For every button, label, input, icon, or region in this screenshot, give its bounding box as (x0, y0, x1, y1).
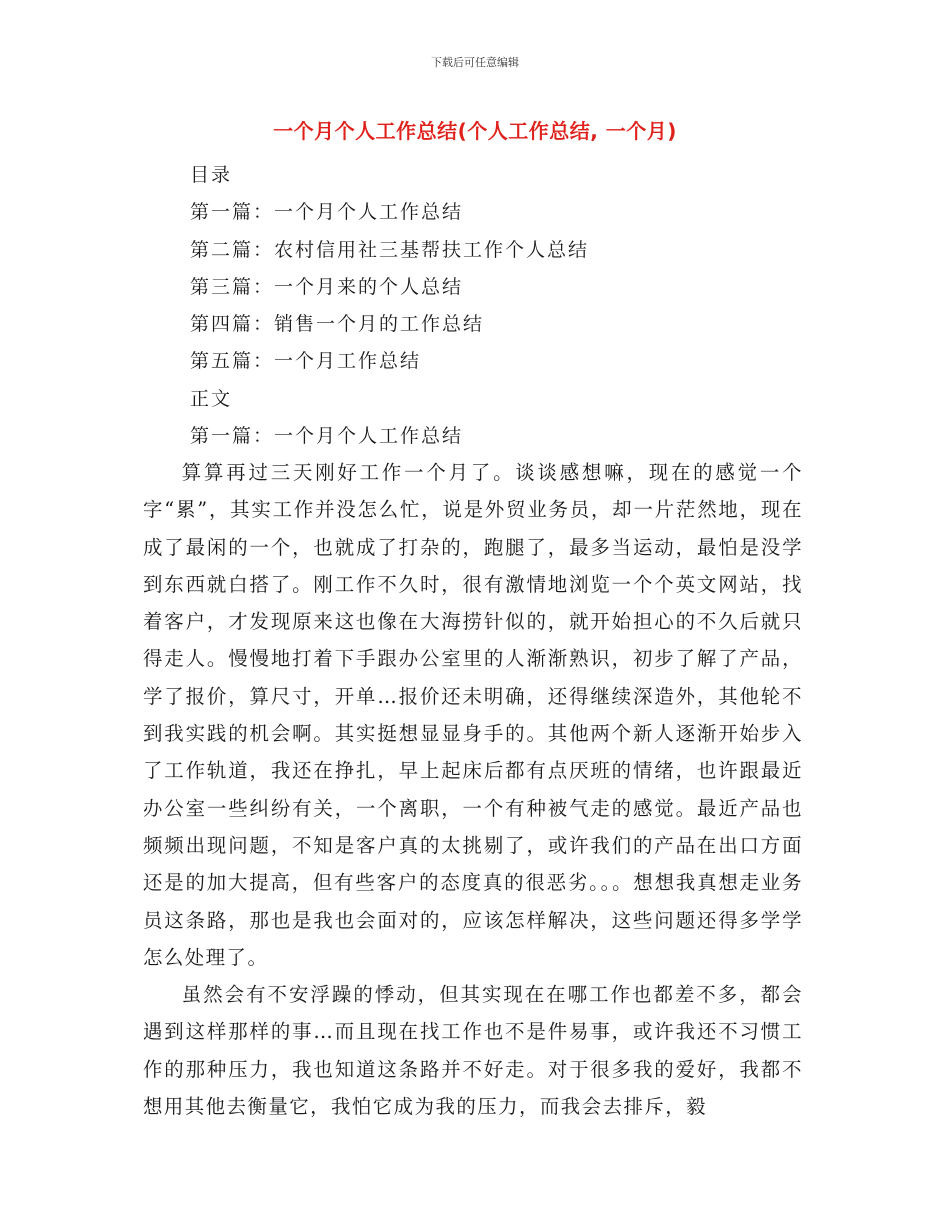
toc-item-2: 第二篇：农村信用社三基帮扶工作个人总结 (190, 238, 590, 261)
document-title: 一个月个人工作总结(个人工作总结, 一个月) (273, 119, 677, 143)
document-body (143, 454, 803, 1125)
paragraph: 虽然会有不安浮躁的悸动，但其实现在在哪工作也都差不多，都会遇到这样那样的事…而且现在找工作也不是件易事，或许我还不习惯工作的那种压力，我也知道这条路并不好走。对于很多我的爱好，我都不想用其他去衡量它，我怕它成为我的压力，而我会去排斥，毅 (143, 983, 803, 1119)
body-heading: 正文 (190, 387, 233, 410)
paragraph: 算算再过三天刚好工作一个月了。谈谈感想嘛，现在的感觉一个字“累”，其实工作并没怎么忙，说是外贸业务员，却一片茫然地，现在成了最闲的一个，也就成了打杂的，跑腿了，最多当运动，最怕是没学到东西就白搭了。刚工作不久时，很有激情地浏览一个个英文网站，找着客户，才发现原来这也像在大海捞针似的，就开始担心的不久后就只得走人。慢慢地打着下手跟办公室里的人渐渐熟识，初步了解了产品，学了报价，算尺寸，开单…报价还未明确，还得继续深造外，其他轮不到我实践的机会啊。其实挺想显显身手的。其他两个新人逐渐开始步入了工作轨道，我还在挣扎，早上起床后都有点厌班的情绪，也许跟最近办公室一些纠纷有关，一个离职，一个有种被气走的感觉。最近产品也频频出现问题，不知是客户真的太挑剔了，或许我们的产品在出口方面还是的加大提高，但有些客户的态度真的很恶劣。。。想想我真想走业务员这条路，那也是我也会面对的，应该怎样解决，这些问题还得多学学怎么处理了。 (143, 461, 803, 969)
toc-item-4: 第四篇：销售一个月的工作总结 (190, 313, 485, 336)
toc-item-3: 第三篇：一个月来的个人总结 (190, 275, 464, 298)
table-of-contents (190, 157, 589, 455)
toc-heading: 目录 (190, 164, 233, 186)
toc-item-5: 第五篇：一个月工作总结 (190, 350, 422, 373)
toc-item-1: 第一篇：一个月个人工作总结 (190, 201, 464, 224)
section-heading: 第一篇：一个月个人工作总结 (190, 425, 464, 448)
page-header-note: 下载后可任意编辑 (431, 56, 519, 69)
